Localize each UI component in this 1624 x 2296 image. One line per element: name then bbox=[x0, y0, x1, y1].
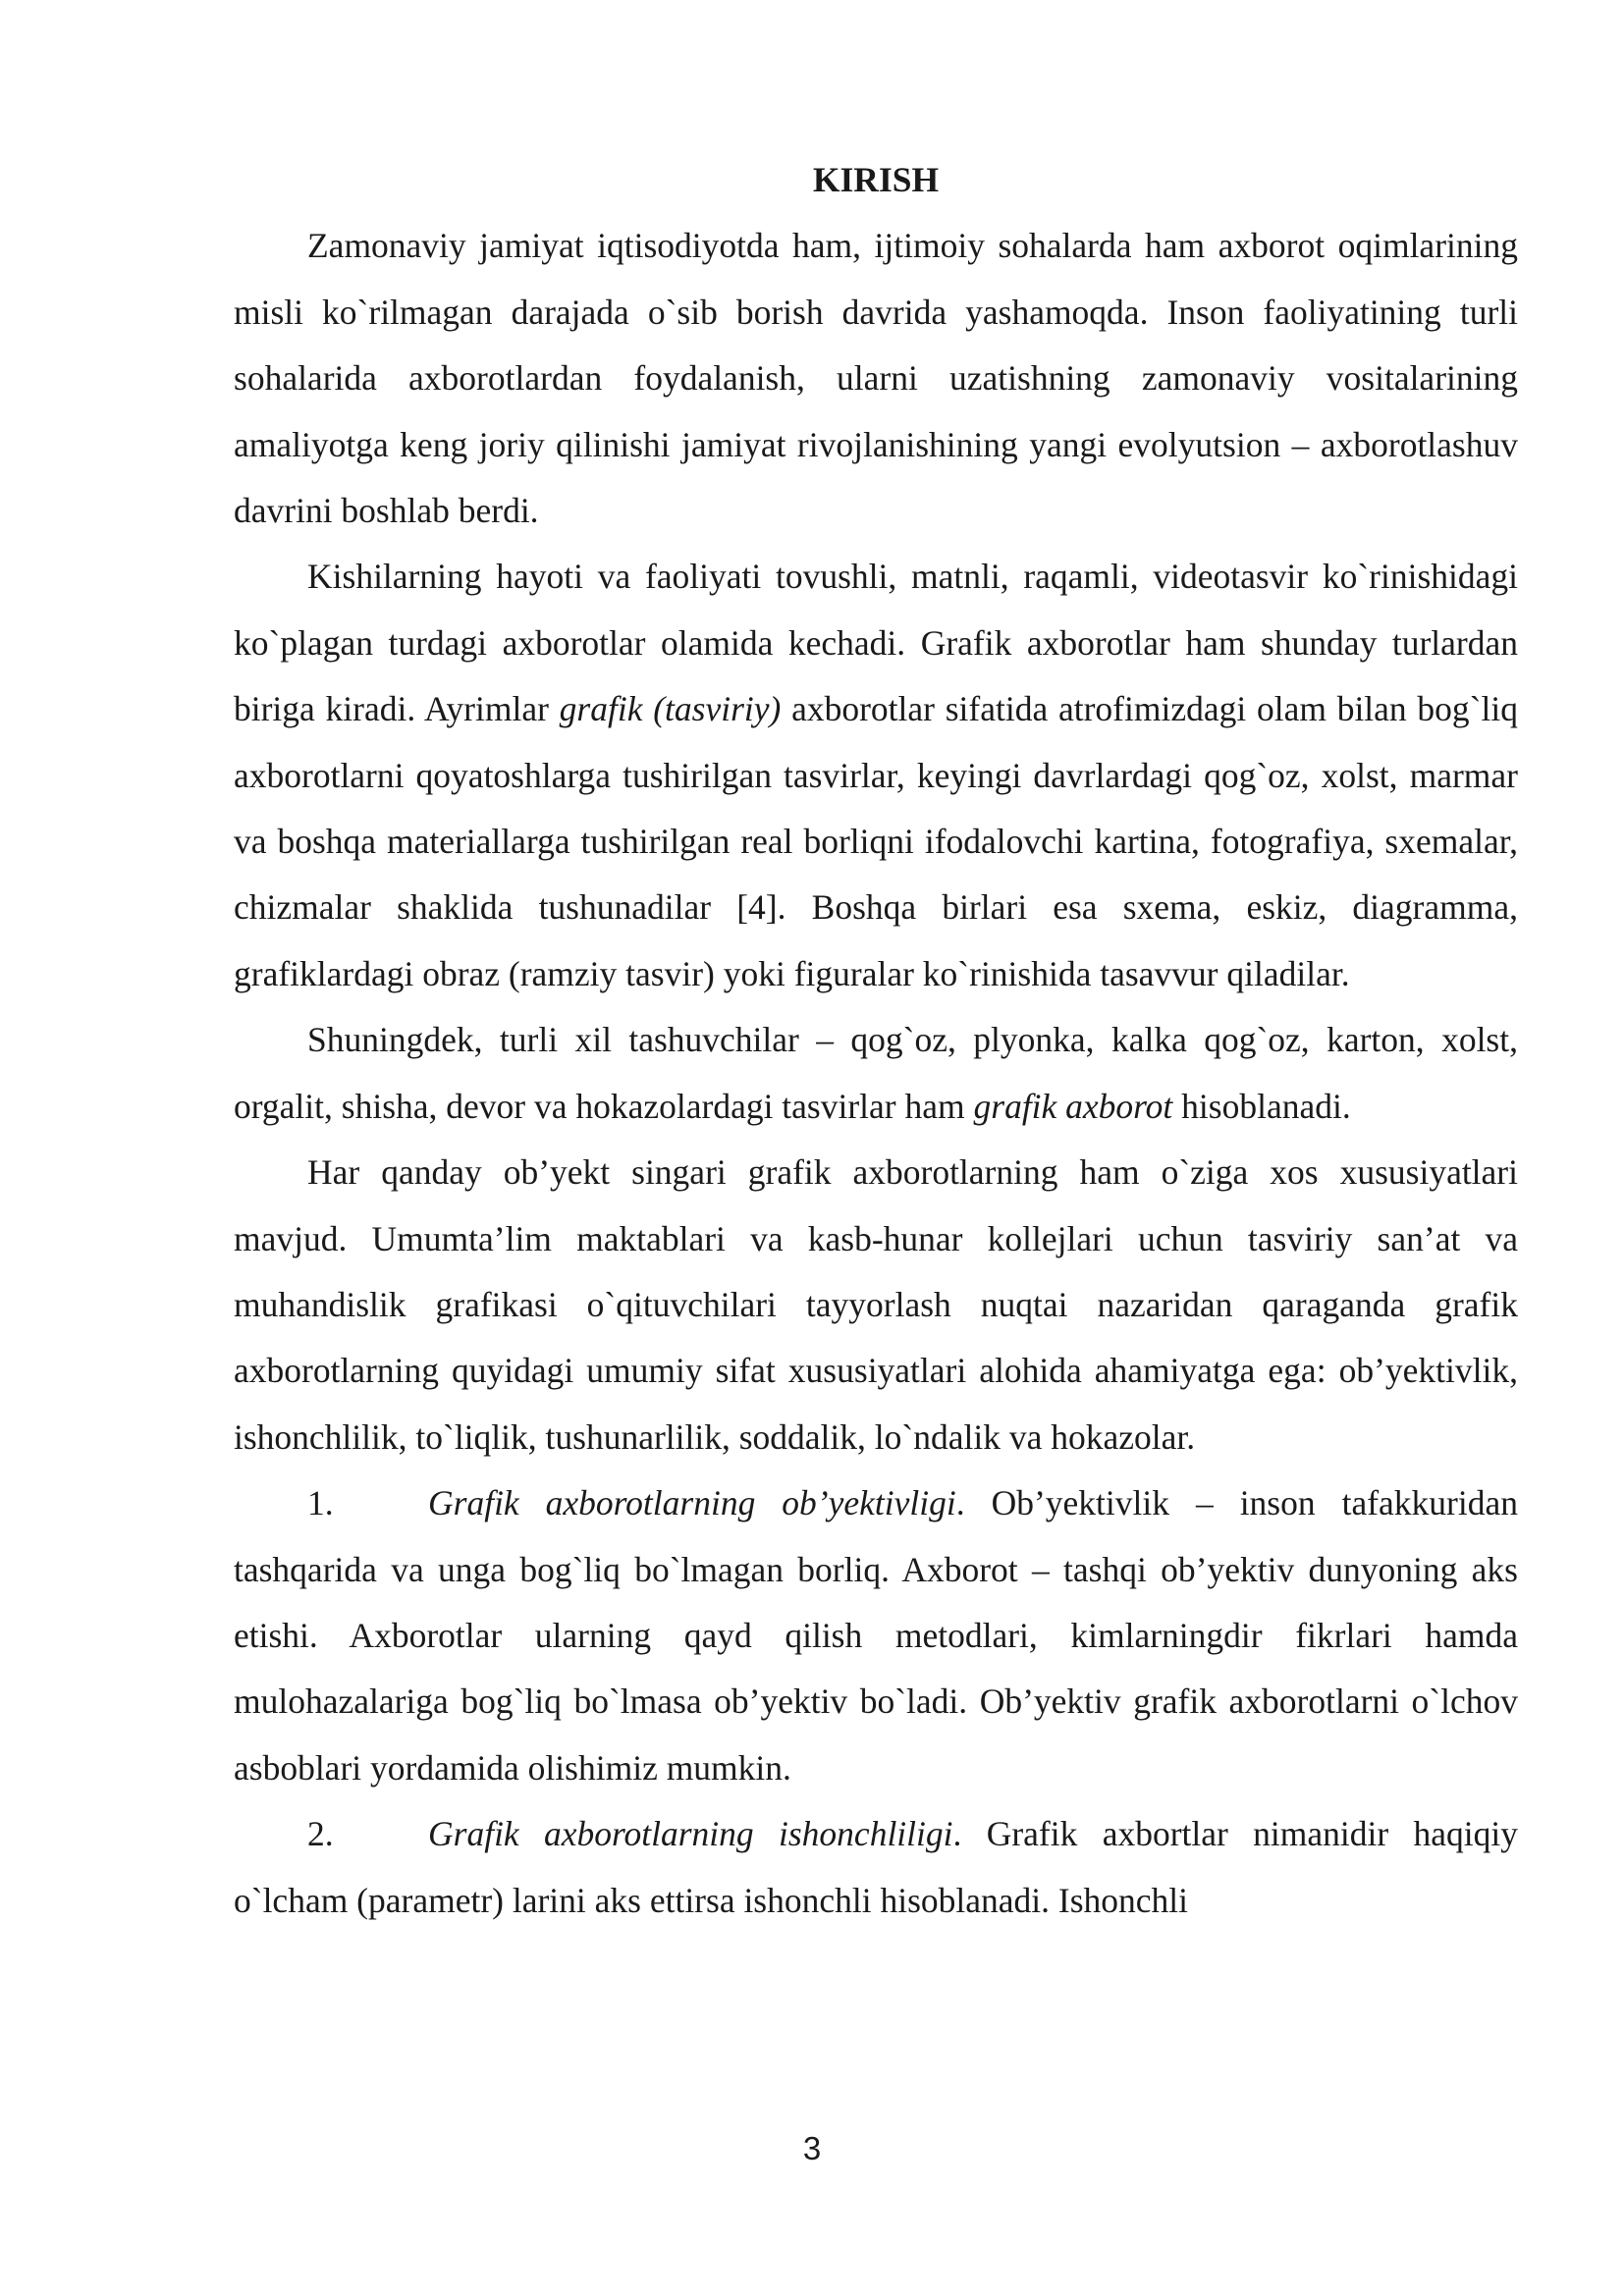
italic-term: grafik (tasviriy) bbox=[559, 689, 782, 729]
paragraph-text: Kishilarning hayoti va faoliyati tovushli, matnli, raqamli, videotasvir ko`rinishidagi ko`plagan turdagi axborotlar olamida kechadi. Grafik axborotlar ham shunday turlardan biriga kiradi. Ayrimlar bbox=[234, 557, 1518, 729]
paragraph-text: Shuningdek, turli xil tashuvchilar – qog`oz, plyonka, kalka qog`oz, karton, xolst, orgalit, shisha, devor va hokazolardagi tasvirlar ham bbox=[234, 1020, 1518, 1126]
list-item-text: . Ob’yektivlik – inson tafakkuridan tashqarida va unga bog`liq bo`lmagan borliq. Axborot – tashqi ob’yektiv dunyoning aks etishi. Axborotlar ularning qayd qilish metodlari, kimlarningdir fikrlari hamda mulohazalariga bog`liq bo`lmasa ob’yektiv bo`ladi. Ob’yektiv grafik axborotlarni o`lchov asboblari yordamida olishimiz mumkin. bbox=[234, 1483, 1518, 1788]
italic-term: grafik axborot bbox=[973, 1086, 1173, 1126]
page-title: KIRISH bbox=[812, 160, 940, 199]
paragraph-intro: Zamonaviy jamiyat iqtisodiyotda ham, ijtimoiy sohalarda ham axborot oqimlarining misli ko`rilmagan darajada o`sib borish davrida yashamoqda. Inson faoliyatining turli sohalarida axborotlardan foydalanish, ularni uzatishning zamonaviy vositalarining amaliyotga keng joriy qilinishi jamiyat rivojlanishining yangi evolyutsion – axborotlashuv davrini boshlab berdi. bbox=[234, 226, 1518, 531]
paragraph-properties: Har qanday ob’yekt singari grafik axborotlarning ham o`ziga xos xususiyatlari mavjud. Umumta’lim maktablari va kasb-hunar kollejlari uchun tasviriy san’at va muhandislik grafikasi o`qituvchilari tayyorlash nuqtai nazaridan qaraganda grafik axborotlarning quyidagi umumiy sifat xususiyatlari alohida ahamiyatga ega: ob’yektivlik, ishonchlilik, to`liqlik, tushunarlilik, soddalik, lo`ndalik va hokazolar. bbox=[234, 1152, 1518, 1457]
paragraph-text: hisoblanadi. bbox=[1172, 1086, 1351, 1126]
paragraph-text: axborotlar sifatida atrofimizdagi olam bilan bog`liq axborotlarni qoyatoshlarga tushirilgan tasvirlar, keyingi davrlardagi qog`oz, xolst, marmar va boshqa materiallarga tushirilgan real borliqni ifodalovchi kartina, fotografiya, sxemalar, chizmalar shaklida tushunadilar [4]. Boshqa birlari esa sxema, eskiz, diagramma, grafiklardagi obraz (ramziy tasvir) yoki figuralar ko`rinishida tasavvur qiladilar. bbox=[234, 689, 1518, 993]
paragraph-graphic-info bbox=[234, 544, 1518, 1007]
paragraph-carriers bbox=[234, 1007, 1518, 1140]
list-item-number: 1. bbox=[307, 1483, 334, 1523]
list-item bbox=[234, 1801, 1518, 1934]
list-item-number: 2. bbox=[307, 1814, 334, 1854]
list-item-term: Grafik axborotlarning ishonchliligi bbox=[428, 1814, 953, 1854]
document-page bbox=[234, 147, 1518, 1934]
list-item bbox=[234, 1470, 1518, 1801]
list-item-text: . Grafik axbortlar nimanidir haqiqiy o`lcham (parametr) larini aks ettirsa ishonchli hisoblanadi. Ishonchli bbox=[234, 1814, 1519, 1920]
list-item-term: Grafik axborotlarning ob’yektivligi bbox=[428, 1483, 956, 1523]
page-number: 3 bbox=[802, 2130, 822, 2166]
